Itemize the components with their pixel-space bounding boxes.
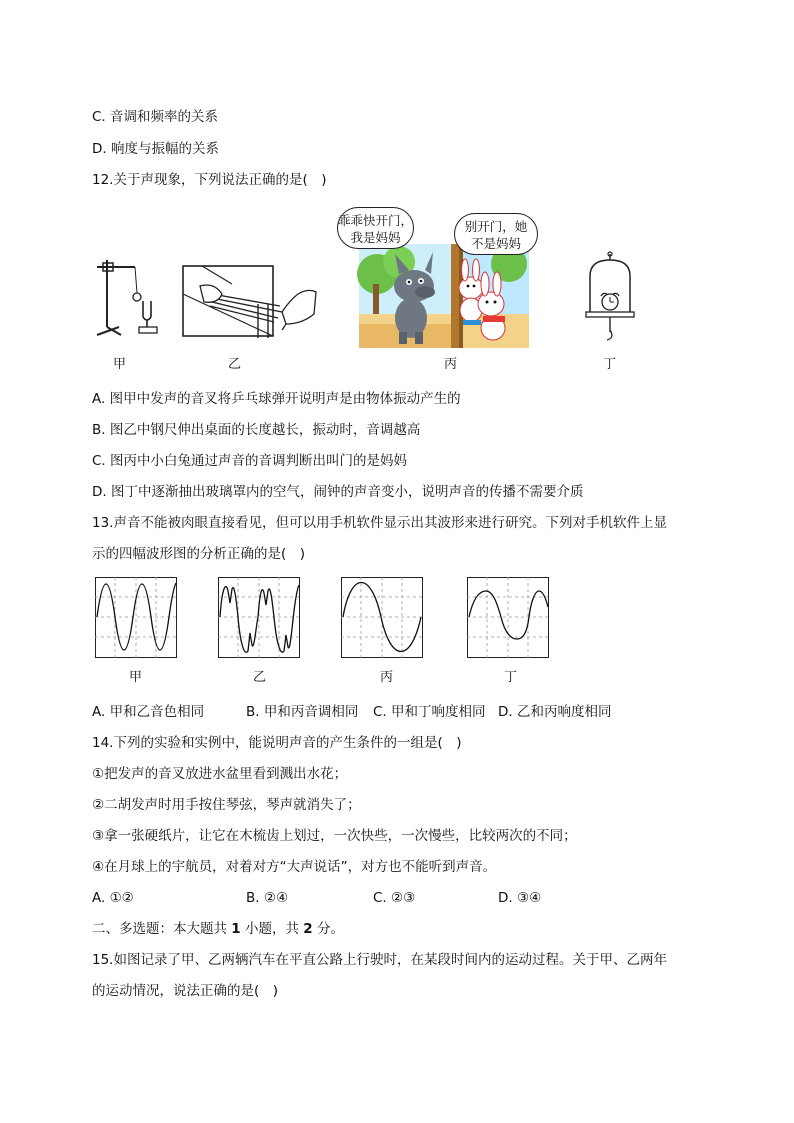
q14-statement-4: ④在月球上的宇航员，对着对方“大声说话”，对方也不能听到声音。 <box>92 859 497 875</box>
waveform-label-jia: 甲 <box>129 670 143 685</box>
waveform-ding <box>467 577 549 658</box>
q13-option-d: D. 乙和丙响度相同 <box>498 704 612 720</box>
figure12-bing-cartoon-scene <box>359 244 529 348</box>
q12-option-d: D. 图丁中逐渐抽出玻璃罩内的空气，闹钟的声音变小，说明声音的传播不需要介质 <box>92 484 584 500</box>
section-question-count: 1 <box>231 921 241 937</box>
q12-option-b: B. 图乙中钢尺伸出桌面的长度越长，振动时，音调越高 <box>92 422 421 438</box>
figure12-label-bing: 丙 <box>444 357 458 372</box>
waveform-yi <box>218 577 300 658</box>
figure12-yi-ruler-on-table <box>182 264 320 340</box>
figure12-label-ding: 丁 <box>603 357 617 372</box>
section-heading-part1: 二、多选题：本大题共 <box>92 921 232 937</box>
q11-option-c: C. 音调和频率的关系 <box>92 109 219 125</box>
q14-option-c: C. ②③ <box>373 890 416 906</box>
q14-statement-3: ③拿一张硬纸片，让它在木梳齿上划过，一次快些，一次慢些，比较两次的不同； <box>92 828 577 844</box>
figure12-ding-bell-jar <box>585 252 635 342</box>
q15-stem-line2: 的运动情况，说法正确的是( ) <box>92 983 279 999</box>
q11-option-d: D. 响度与振幅的关系 <box>92 141 219 157</box>
figure12-wolf-speech-bubble <box>337 207 414 249</box>
section-heading-part3: 分。 <box>312 921 344 937</box>
q13-option-a: A. 甲和乙音色相同 <box>92 704 205 720</box>
q12-option-c: C. 图丙中小白兔通过声音的音调判断出叫门的是妈妈 <box>92 453 408 469</box>
q13-option-c: C. 甲和丁响度相同 <box>373 704 486 720</box>
q13-stem-line1: 13.声音不能被肉眼直接看见，但可以用手机软件显示出其波形来进行研究。下列对手机软件上显 <box>92 515 667 531</box>
section-heading-part2: 小题，共 <box>240 921 304 937</box>
waveform-label-yi: 乙 <box>253 670 267 685</box>
q14-option-b: B. ②④ <box>246 890 289 906</box>
figure12-jia-tuning-fork <box>95 255 175 340</box>
wolf-speech-line1: 乖乖快开门， <box>338 213 414 228</box>
rabbit-speech-line1: 别开门，她 <box>464 219 528 234</box>
q13-stem-line2: 示的四幅波形图的分析正确的是( ) <box>92 546 306 562</box>
q14-option-a: A. ①② <box>92 890 134 906</box>
q14-stem: 14.下列的实验和实例中，能说明声音的产生条件的一组是( ) <box>92 735 462 751</box>
q12-stem: 12.关于声现象，下列说法正确的是( ) <box>92 172 327 188</box>
figure12-label-jia: 甲 <box>113 357 127 372</box>
wolf-speech-line2: 我是妈妈 <box>350 230 401 245</box>
q12-option-a: A. 图甲中发声的音叉将乒乓球弹开说明声是由物体振动产生的 <box>92 391 461 407</box>
waveform-jia <box>95 577 177 658</box>
waveform-bing <box>341 577 423 658</box>
q13-option-b: B. 甲和丙音调相同 <box>246 704 359 720</box>
waveform-label-bing: 丙 <box>380 670 394 685</box>
q14-option-d: D. ③④ <box>498 890 542 906</box>
q14-statement-2: ②二胡发声时用手按住琴弦，琴声就消失了； <box>92 797 361 813</box>
q14-statement-1: ①把发声的音叉放进水盆里看到溅出水花； <box>92 766 348 782</box>
figure12-label-yi: 乙 <box>228 357 242 372</box>
rabbit-speech-line2: 不是妈妈 <box>470 236 521 251</box>
waveform-label-ding: 丁 <box>504 670 518 685</box>
q15-stem-line1: 15.如图记录了甲、乙两辆汽车在平直公路上行驶时，在某段时间内的运动过程。关于甲、乙两年 <box>92 952 667 968</box>
section-multiple-choice-heading <box>92 920 344 938</box>
figure12-rabbit-speech-bubble <box>454 213 538 255</box>
section-points: 2 <box>303 921 313 937</box>
